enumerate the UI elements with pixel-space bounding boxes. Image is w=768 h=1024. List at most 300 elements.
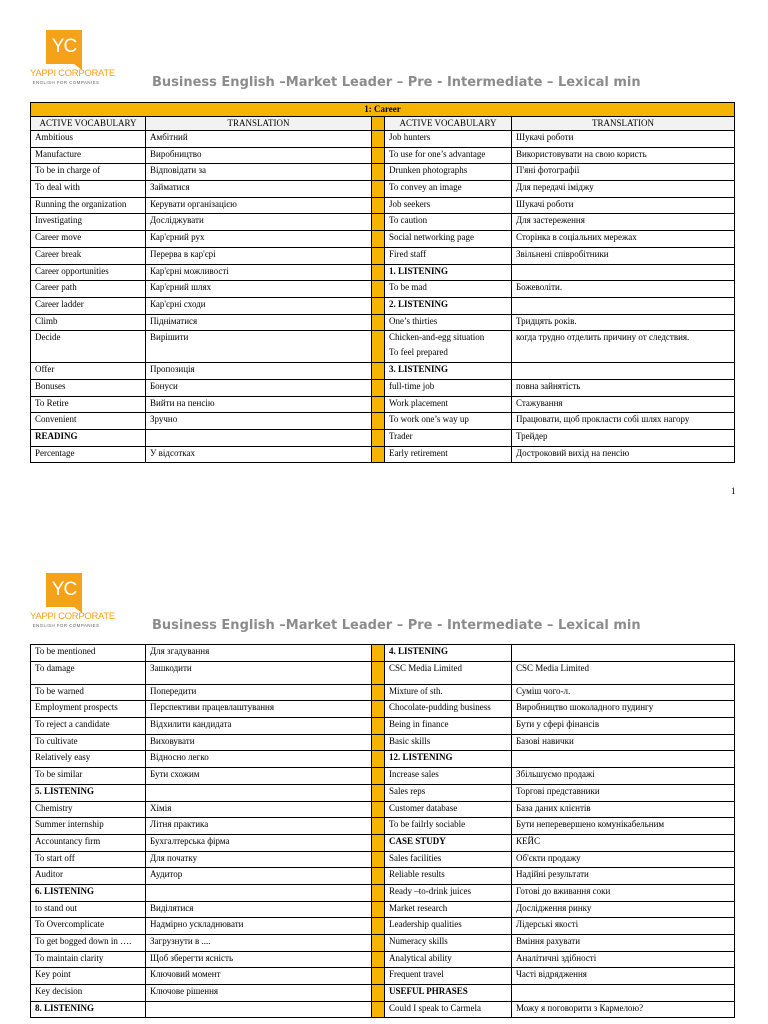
logo-mark: YC xyxy=(46,573,82,607)
vocab-term-cell-text: To reject a candidate xyxy=(35,719,110,730)
translation-cell xyxy=(146,247,372,264)
translation-cell-text: Готові до вживання соки xyxy=(516,885,611,896)
vocab-term-cell xyxy=(31,868,146,885)
vocab-term-cell-text: Career path xyxy=(35,282,77,293)
translation-cell xyxy=(146,363,372,380)
vocab-term-cell-text: Summer internship xyxy=(35,819,104,830)
translation-cell-text: CSC Media Limited xyxy=(516,662,589,673)
table-row xyxy=(31,868,735,885)
header-translation: TRANSLATION xyxy=(512,117,735,131)
translation-cell xyxy=(512,214,735,231)
translation-cell-text: Літня практика xyxy=(150,819,209,830)
translation-cell-text: Пропозиція xyxy=(150,364,195,375)
vocab-term-cell xyxy=(31,801,146,818)
vocab-term-cell xyxy=(31,851,146,868)
vocab-term-cell xyxy=(31,985,146,1002)
table-row xyxy=(31,231,735,248)
translation-cell-text: Вміння рахувати xyxy=(516,936,581,946)
translation-cell xyxy=(512,247,735,264)
table-row xyxy=(31,968,735,985)
vocab-term-cell-text: Reliable results xyxy=(389,869,445,880)
translation-cell xyxy=(512,818,735,835)
vocab-term-cell-text: To be similar xyxy=(35,769,83,780)
translation-cell xyxy=(512,281,735,298)
column-separator xyxy=(372,985,385,1002)
vocab-term-cell xyxy=(385,297,512,314)
vocab-term-cell xyxy=(31,661,146,684)
translation-cell-text: Амбітний xyxy=(150,132,188,142)
column-separator xyxy=(372,768,385,785)
translation-cell xyxy=(512,297,735,314)
vocab-term-cell-text: Could I speak to Carmela xyxy=(389,1002,481,1013)
translation-cell xyxy=(512,131,735,148)
vocab-term-cell-text: Decide xyxy=(35,332,61,343)
translation-cell xyxy=(146,734,372,751)
translation-cell-text: Для застереження xyxy=(516,215,585,226)
vocab-term-cell xyxy=(385,413,512,430)
translation-cell-text: Виробництво xyxy=(150,148,202,159)
vocab-term-cell xyxy=(385,851,512,868)
vocab-term-cell xyxy=(31,768,146,785)
translation-cell-text: Підніматися xyxy=(150,315,198,326)
translation-cell-text: Хімія xyxy=(150,802,172,813)
vocab-term-cell xyxy=(385,181,512,198)
translation-cell-text: Бонуси xyxy=(150,380,178,391)
translation-cell xyxy=(146,181,372,198)
table-row xyxy=(31,131,735,148)
page-number: 1 xyxy=(731,486,736,496)
vocab-term-cell-text: To use for one’s advantage xyxy=(389,148,486,159)
vocab-term-cell xyxy=(385,751,512,768)
translation-cell-text: Стажування xyxy=(516,397,563,408)
translation-cell xyxy=(512,661,735,684)
translation-cell xyxy=(146,281,372,298)
translation-cell xyxy=(146,701,372,718)
column-separator xyxy=(372,314,385,331)
table-row xyxy=(31,801,735,818)
vocab-term-cell xyxy=(31,214,146,231)
vocab-term-cell-text: READING xyxy=(35,431,78,441)
translation-cell xyxy=(146,684,372,701)
translation-cell-text: Для початку xyxy=(150,852,198,863)
translation-cell xyxy=(146,1001,372,1018)
header-row xyxy=(31,117,735,131)
table-row xyxy=(31,297,735,314)
vocab-term-cell-text: Climb xyxy=(35,315,58,326)
vocab-term-cell xyxy=(385,446,512,463)
translation-cell-text: Щоб зберегти ясність xyxy=(150,952,234,963)
vocab-term-cell-text: 12. LISTENING xyxy=(389,752,453,763)
translation-cell-text: Перспективи працевлаштування xyxy=(150,702,275,713)
vocab-term-cell-text: To damage xyxy=(35,662,75,673)
vocab-term-cell-text: Investigating xyxy=(35,215,82,226)
vocab-term-cell-text: Manufacture xyxy=(35,148,81,159)
vocab-term-cell xyxy=(31,396,146,413)
table-row xyxy=(31,331,735,363)
vocab-term-cell-text: Relatively easy xyxy=(35,752,91,763)
logo-name: YAPPI CORPORATE xyxy=(30,68,115,79)
column-separator xyxy=(372,413,385,430)
vocab-term-cell-text: Being in finance xyxy=(389,719,449,730)
translation-cell-text: Виробництво шоколадного пудингу xyxy=(516,702,654,713)
table-row xyxy=(31,430,735,447)
section-title: 1: Career xyxy=(31,103,735,117)
table-row xyxy=(31,645,735,662)
column-separator xyxy=(372,197,385,214)
vocab-term-cell xyxy=(385,935,512,952)
vocab-term-cell-text: Chicken-and-egg situation xyxy=(389,332,485,343)
vocab-term-cell-text: To Overcomplicate xyxy=(35,919,105,930)
vocab-term-cell xyxy=(385,281,512,298)
vocab-term-cell-text: Sales reps xyxy=(389,785,426,796)
table-row xyxy=(31,818,735,835)
document-title: Business English –Market Leader – Pre - Intermediate – Lexical min xyxy=(152,75,641,90)
translation-cell xyxy=(512,968,735,985)
translation-cell-text: Вирішити xyxy=(150,332,189,343)
vocab-term-cell xyxy=(31,181,146,198)
vocab-term-cell-text: Leadership qualities xyxy=(389,919,462,930)
vocab-term-cell-text: 4. LISTENING xyxy=(389,646,449,656)
translation-cell-text: Достроковий вихід на пенсію xyxy=(516,447,630,458)
translation-cell xyxy=(512,684,735,701)
table-row xyxy=(31,901,735,918)
translation-cell xyxy=(512,331,735,363)
translation-cell xyxy=(146,851,372,868)
vocab-term-cell xyxy=(385,214,512,231)
column-separator xyxy=(372,951,385,968)
translation-cell-text: Божеволіти. xyxy=(516,282,563,293)
translation-cell xyxy=(512,801,735,818)
vocab-term-cell-text: Drunken photographs xyxy=(389,165,468,176)
translation-cell xyxy=(146,331,372,363)
translation-cell-text: База даних клієнтів xyxy=(516,802,591,813)
translation-cell-text: Відповідати за xyxy=(150,165,207,176)
vocab-term-cell-text: To be warned xyxy=(35,685,84,696)
vocab-term-cell xyxy=(31,784,146,801)
translation-cell xyxy=(512,231,735,248)
translation-cell-text: когда трудно отделить причину от следствия. xyxy=(516,332,690,343)
translation-cell-text: Шукачі роботи xyxy=(516,198,574,209)
vocab-term-cell-text: Frequent travel xyxy=(389,969,444,980)
translation-cell-text: Загрузнути в .... xyxy=(150,936,211,946)
vocab-term-cell-text: Work placement xyxy=(389,397,449,408)
column-separator xyxy=(372,446,385,463)
vocab-term-cell xyxy=(385,734,512,751)
translation-cell-text: Кар'єрні сходи xyxy=(150,298,206,309)
vocab-term-cell-text: Increase sales xyxy=(389,769,439,780)
translation-cell xyxy=(512,379,735,396)
translation-cell xyxy=(146,297,372,314)
vocab-term-cell-text: Fired staff xyxy=(389,248,427,259)
translation-cell xyxy=(512,413,735,430)
table-row xyxy=(31,1001,735,1018)
column-separator xyxy=(372,214,385,231)
vocab-term-cell-text: Numeracy skills xyxy=(389,936,448,946)
table-row xyxy=(31,281,735,298)
vocab-term-cell-text: To be mentioned xyxy=(35,646,96,656)
translation-cell xyxy=(512,363,735,380)
column-separator xyxy=(372,281,385,298)
translation-cell-text: Сторінка в соціальних мережах xyxy=(516,232,637,243)
translation-cell-text: Зашкодити xyxy=(150,662,192,673)
column-separator xyxy=(372,968,385,985)
translation-cell-text: Бути схожим xyxy=(150,769,200,780)
table-row xyxy=(31,264,735,281)
vocab-term-cell-text: Running the organization xyxy=(35,198,127,209)
column-separator xyxy=(372,734,385,751)
translation-cell xyxy=(512,751,735,768)
translation-cell-text: повна зайнятість xyxy=(516,380,581,391)
vocab-term-cell xyxy=(31,231,146,248)
translation-cell xyxy=(512,396,735,413)
vocab-term-cell xyxy=(385,430,512,447)
translation-cell-text: Тридцять років. xyxy=(516,315,577,326)
column-separator xyxy=(372,784,385,801)
vocab-term-cell xyxy=(385,661,512,684)
translation-cell xyxy=(146,379,372,396)
vocab-term-cell-text: Early retirement xyxy=(389,447,448,458)
vocab-term-cell-text: Customer database xyxy=(389,802,458,813)
table-row xyxy=(31,734,735,751)
vocab-term-cell-text: Sales facilities xyxy=(389,852,442,863)
vocab-term-cell xyxy=(385,868,512,885)
vocab-term-cell-text: CSC Media Limited xyxy=(389,662,462,673)
vocab-term-cell xyxy=(31,645,146,662)
column-separator xyxy=(372,818,385,835)
vocab-term-cell-text: To be mad xyxy=(389,282,427,293)
logo-tagline: ENGLISH FOR COMPANIES xyxy=(32,623,100,628)
vocab-term-cell-text: To caution xyxy=(389,215,428,226)
vocab-term-cell xyxy=(31,968,146,985)
column-separator xyxy=(372,430,385,447)
vocab-term-cell-text: Social networking page xyxy=(389,232,474,243)
vocab-term-cell xyxy=(385,131,512,148)
table-row xyxy=(31,935,735,952)
vocab-term-cell xyxy=(385,331,512,363)
vocab-term-cell xyxy=(385,918,512,935)
vocab-term-cell xyxy=(385,247,512,264)
translation-cell-text: Керувати організацією xyxy=(150,198,237,209)
vocab-term-cell xyxy=(385,884,512,901)
translation-cell xyxy=(146,413,372,430)
vocab-term-cell-text: CASE STUDY xyxy=(389,835,446,846)
vocab-term-cell-text: Offer xyxy=(35,364,55,375)
translation-cell-text: Вийти на пенсію xyxy=(150,397,215,408)
vocab-term-cell-text: To maintain clarity xyxy=(35,952,104,963)
column-separator xyxy=(372,701,385,718)
vocab-term-cell-text: Bonuses xyxy=(35,380,66,391)
table-row xyxy=(31,197,735,214)
column-separator xyxy=(372,164,385,181)
vocab-term-cell xyxy=(385,985,512,1002)
translation-cell-text: Займатися xyxy=(150,182,190,193)
translation-cell-text: Ключове рішення xyxy=(150,986,219,997)
vocab-term-cell xyxy=(31,247,146,264)
translation-cell xyxy=(146,396,372,413)
translation-cell-text: Бухгалтерська фірма xyxy=(150,835,230,846)
column-separator xyxy=(372,131,385,148)
translation-cell-text: Ключовий момент xyxy=(150,969,221,980)
column-separator xyxy=(372,645,385,662)
vocab-term-cell xyxy=(385,951,512,968)
translation-cell xyxy=(512,985,735,1002)
vocab-term-cell xyxy=(385,197,512,214)
translation-cell xyxy=(512,264,735,281)
translation-cell-text: П'яні фотографії xyxy=(516,165,580,176)
translation-cell xyxy=(512,768,735,785)
table-row xyxy=(31,985,735,1002)
vocab-term-cell xyxy=(31,281,146,298)
vocab-term-cell-text: Basic skills xyxy=(389,735,431,746)
column-separator xyxy=(372,117,385,131)
translation-cell-text: Звільнені співробітники xyxy=(516,248,609,259)
vocab-term-cell xyxy=(385,1001,512,1018)
translation-cell xyxy=(512,446,735,463)
header-active-vocabulary: ACTIVE VOCABULARY xyxy=(385,117,512,131)
vocab-term-cell-text: to stand out xyxy=(35,902,77,913)
column-separator xyxy=(372,684,385,701)
vocab-term-cell-text: One’s thirties xyxy=(389,315,438,326)
translation-cell xyxy=(146,430,372,447)
vocab-term-cell xyxy=(385,231,512,248)
vocab-term-cell-text: 2. LISTENING xyxy=(389,298,449,309)
translation-cell xyxy=(146,264,372,281)
vocab-term-cell-text: To be failrly sociable xyxy=(389,819,466,830)
table-row xyxy=(31,834,735,851)
translation-cell-text: Для передачі іміджу xyxy=(516,182,594,193)
column-separator xyxy=(372,901,385,918)
table-row xyxy=(31,768,735,785)
vocab-term-cell xyxy=(31,935,146,952)
vocab-term-cell xyxy=(31,684,146,701)
translation-cell xyxy=(512,918,735,935)
translation-cell-text: Для згадування xyxy=(150,646,210,656)
column-separator xyxy=(372,247,385,264)
vocab-term-cell xyxy=(31,297,146,314)
translation-cell xyxy=(512,1001,735,1018)
vocab-term-cell-text: Convenient xyxy=(35,414,77,425)
translation-cell xyxy=(512,164,735,181)
vocab-term-cell xyxy=(31,430,146,447)
translation-cell-text: Надійні результати xyxy=(516,869,589,880)
column-separator xyxy=(372,718,385,735)
translation-cell-text: Надмірно ускладнювати xyxy=(150,919,244,930)
translation-cell-text: Кар'єрний шлях xyxy=(150,282,212,293)
translation-cell-text: Кар'єрні можливості xyxy=(150,265,229,276)
vocab-term-cell xyxy=(385,701,512,718)
translation-cell xyxy=(512,901,735,918)
translation-cell xyxy=(146,834,372,851)
document-title: Business English –Market Leader – Pre - Intermediate – Lexical min xyxy=(152,618,641,633)
translation-cell-text: Аналітичні здібності xyxy=(516,952,597,963)
translation-cell xyxy=(146,801,372,818)
vocab-term-cell-text: To work one’s way up xyxy=(389,414,469,425)
translation-cell xyxy=(146,214,372,231)
vocab-term-cell xyxy=(31,314,146,331)
translation-cell xyxy=(512,197,735,214)
vocab-term-cell xyxy=(385,784,512,801)
vocab-term-cell xyxy=(31,951,146,968)
vocab-term-cell-text: full-time job xyxy=(389,380,435,391)
vocab-term-cell-text: Career ladder xyxy=(35,298,84,309)
translation-cell xyxy=(146,751,372,768)
column-separator xyxy=(372,396,385,413)
translation-cell-text: Кар'єрний рух xyxy=(150,232,205,243)
vocab-term-cell-text: Market research xyxy=(389,902,448,913)
vocab-term-cell-text: Employment prospects xyxy=(35,702,118,713)
vocabulary-table-career xyxy=(30,102,735,463)
vocab-term-cell xyxy=(385,901,512,918)
vocab-term-cell xyxy=(385,396,512,413)
translation-cell-text: Трейдер xyxy=(516,431,548,441)
translation-cell xyxy=(146,131,372,148)
translation-cell-text: Бути неперевершено комунікабельним xyxy=(516,819,665,830)
table-row xyxy=(31,701,735,718)
vocab-term-cell-text: Analytical ability xyxy=(389,952,452,963)
column-separator xyxy=(372,834,385,851)
column-separator xyxy=(372,264,385,281)
table-row xyxy=(31,247,735,264)
vocab-term-cell xyxy=(385,818,512,835)
vocab-term-cell-text: 1. LISTENING xyxy=(389,265,449,276)
vocab-term-text-second-line: To feel prepared xyxy=(389,347,448,358)
translation-cell-text: Торгові представники xyxy=(516,785,600,796)
translation-cell-text: Часті відрядження xyxy=(516,969,587,980)
vocab-term-cell-text: Career break xyxy=(35,248,82,259)
column-separator xyxy=(372,868,385,885)
table-row xyxy=(31,918,735,935)
vocab-term-cell xyxy=(385,801,512,818)
translation-cell xyxy=(512,430,735,447)
translation-cell xyxy=(512,868,735,885)
translation-cell xyxy=(146,951,372,968)
vocab-term-cell xyxy=(385,363,512,380)
vocab-term-cell-text: Career opportunities xyxy=(35,265,109,276)
column-separator xyxy=(372,379,385,396)
column-separator xyxy=(372,297,385,314)
translation-cell xyxy=(146,818,372,835)
vocab-term-cell-text: USEFUL PHRASES xyxy=(389,986,468,997)
translation-cell xyxy=(146,231,372,248)
vocab-term-cell-text: Job seekers xyxy=(389,198,431,209)
column-separator xyxy=(372,935,385,952)
vocab-term-cell xyxy=(385,684,512,701)
table-row xyxy=(31,851,735,868)
table-row xyxy=(31,884,735,901)
vocab-term-cell xyxy=(31,718,146,735)
table-row xyxy=(31,147,735,164)
vocab-term-cell xyxy=(31,701,146,718)
vocab-term-cell-text: To convey an image xyxy=(389,182,462,193)
vocab-term-cell xyxy=(31,918,146,935)
vocab-term-cell-text: 3. LISTENING xyxy=(389,364,449,375)
logo-tagline: ENGLISH FOR COMPANIES xyxy=(32,80,100,85)
table-row xyxy=(31,314,735,331)
translation-cell xyxy=(512,701,735,718)
translation-cell xyxy=(512,147,735,164)
vocab-term-cell xyxy=(385,718,512,735)
vocab-term-cell-text: To be in charge of xyxy=(35,165,101,176)
translation-cell-text: Виділятися xyxy=(150,902,194,913)
table-row xyxy=(31,181,735,198)
column-separator xyxy=(372,851,385,868)
header-translation: TRANSLATION xyxy=(146,117,372,131)
vocab-term-cell-text: To Retire xyxy=(35,397,69,408)
table-row xyxy=(31,684,735,701)
column-separator xyxy=(372,801,385,818)
translation-cell-text: Дослідження ринку xyxy=(516,902,592,913)
vocab-term-cell xyxy=(385,314,512,331)
